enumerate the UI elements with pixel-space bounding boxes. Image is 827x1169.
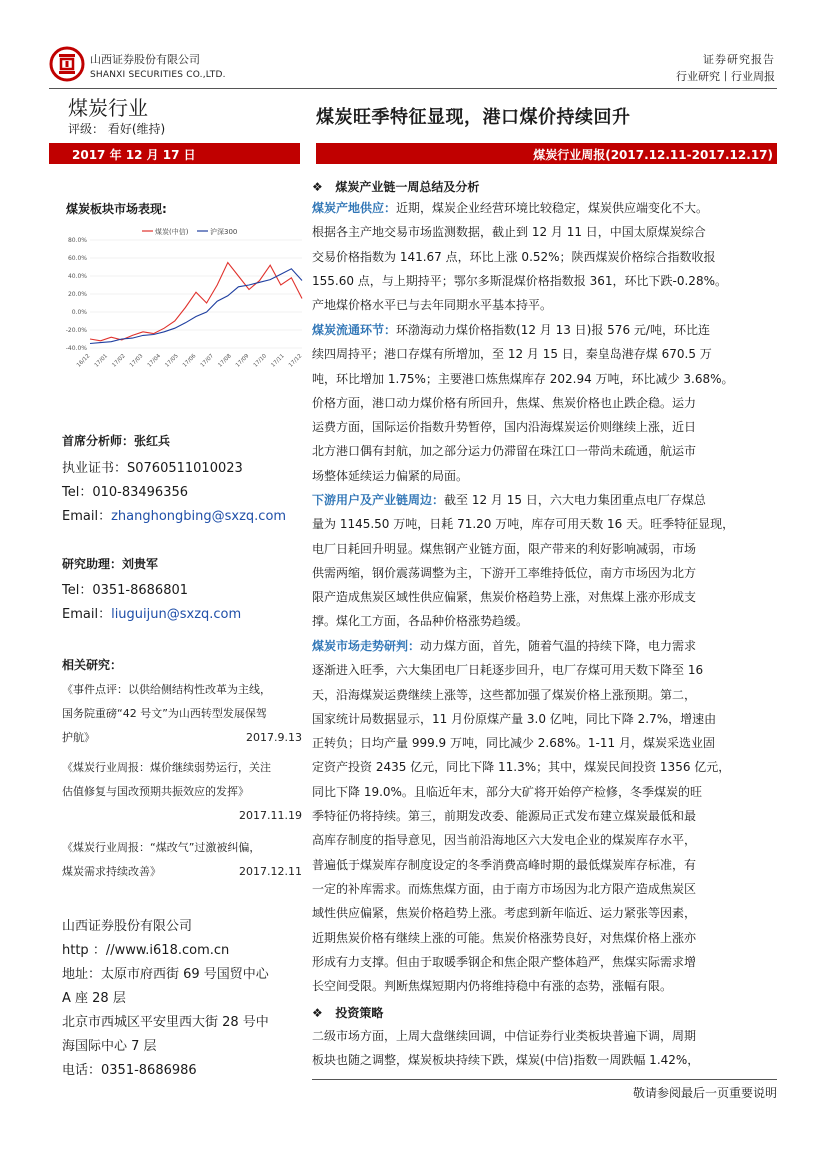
paragraph-strategy: 二级市场方面，上周大盘继续回调，中信证券行业类板块普遍下调，周期 板块也随之调整，煤炭板块持续下跌，煤炭(中信)指数一周跌幅 1.42%， bbox=[312, 1029, 700, 1068]
legend-label-coal: 煤炭(中信) bbox=[155, 228, 189, 236]
x-tick-label: 17/12 bbox=[287, 353, 304, 369]
logo-icon bbox=[49, 46, 85, 82]
y-tick-label: 60.0% bbox=[67, 255, 87, 262]
series-line-hs300 bbox=[90, 269, 302, 344]
assistant-email-label: Email： bbox=[62, 607, 112, 622]
assistant-email-link[interactable]: liuguijun@sxzq.com bbox=[111, 607, 242, 622]
x-tick-label: 17/08 bbox=[217, 353, 233, 369]
report-type: 证券研究报告 bbox=[703, 53, 775, 66]
rating: 评级： 看好(维持) bbox=[68, 122, 166, 136]
related-item[interactable]: 《煤炭行业周报：“煤改气”过激被纠偏， 煤炭需求持续改善》 2017.12.11 bbox=[62, 836, 302, 884]
analyst-email-row bbox=[62, 505, 286, 524]
y-tick-label: 40.0% bbox=[67, 273, 87, 280]
legend-label-hs300: 沪深300 bbox=[210, 228, 238, 236]
assistant-tel: Tel：0351-8686801 bbox=[62, 583, 189, 598]
contact-url[interactable]: http ：//www.i618.com.cn bbox=[62, 943, 230, 958]
date-bar bbox=[49, 143, 300, 164]
x-tick-label: 17/11 bbox=[270, 353, 286, 369]
header-divider bbox=[49, 88, 777, 89]
report-bar bbox=[316, 143, 777, 164]
y-tick-label: 0.0% bbox=[71, 309, 87, 316]
analyst-email-link[interactable]: zhanghongbing@sxzq.com bbox=[111, 509, 287, 524]
series-line-coal bbox=[90, 263, 302, 341]
section-heading: ❖ 煤炭产业链一周总结及分析 bbox=[312, 180, 480, 194]
analyst-tel: Tel：010-83496356 bbox=[62, 485, 189, 500]
analyst-cert: 执业证书：S0760511010023 bbox=[62, 461, 243, 476]
x-tick-label: 17/06 bbox=[181, 353, 198, 369]
x-tick-label: 17/07 bbox=[199, 353, 216, 369]
x-tick-label: 17/05 bbox=[164, 353, 180, 369]
paragraph-circulation: 煤炭流通环节：环渤海动力煤价格指数(12 月 13 日)报 576 元/吨，环比连 续四周持平；港口存煤有所增加，至 12 月 15 日，秦皇岛港存煤 670.5 万 吨，环比增加 1.75%；主要港口炼焦煤库存 202.94 万吨，环比减少 3.68%。 价格方面，港口动力煤价格有所回升，焦煤、焦炭价格也止跌企稳。运力 运费方面，国际运价指数升势暂停，国内沿海煤炭运价则继续上涨，近日 北方港口偶有封航，加之部分运力仍滞留在珠江口一带尚未疏通，航运市 场整体延续运力偏紧的局面。 bbox=[312, 323, 734, 483]
report-date: 2017 年 12 月 17 日 bbox=[72, 148, 196, 162]
analyst-label: 首席分析师：张红兵 bbox=[62, 434, 171, 448]
related-date: 2017.11.19 bbox=[239, 809, 302, 822]
bullet-icon: ❖ bbox=[312, 180, 323, 194]
industry-title: 煤炭行业 bbox=[68, 96, 148, 120]
x-tick-label: 17/10 bbox=[252, 353, 269, 369]
y-tick-label: -20.0% bbox=[65, 327, 87, 334]
assistant-email-row bbox=[62, 603, 241, 622]
related-date: 2017.9.13 bbox=[246, 731, 302, 744]
chart-title: 煤炭板块市场表现: bbox=[66, 202, 167, 216]
assistant-label: 研究助理：刘贵军 bbox=[62, 557, 159, 571]
company-name-cn: 山西证券股份有限公司 bbox=[90, 53, 200, 66]
x-tick-label: 16/12 bbox=[75, 353, 92, 369]
paragraph-supply: 煤炭产地供应：近期，煤炭企业经营环境比较稳定，煤炭供应端变化不大。 根据各主产地交易市场监测数据，截止到 12 月 11 日，中国太原煤炭综合 交易价格指数为 141.67 点，环比上涨 0.52%；陕西煤炭价格综合指数收报 155.60 点，与上期持平；鄂尔多斯混煤价格指数报 361，环比下跌-0.28%。 产地煤价格水平已与去年同期水平基本持平。 bbox=[312, 201, 727, 313]
analyst-email-label: Email： bbox=[62, 509, 112, 524]
market-chart bbox=[60, 220, 310, 375]
section-heading: ❖ 投资策略 bbox=[312, 1006, 384, 1020]
footer-note: 敬请参阅最后一页重要说明 bbox=[632, 1086, 777, 1100]
footer-divider bbox=[312, 1079, 777, 1080]
report-category: 行业研究丨行业周报 bbox=[676, 70, 775, 83]
contact-address: 地址：太原市府西街 69 号国贸中心 bbox=[62, 967, 269, 982]
y-tick-label: -40.0% bbox=[65, 345, 87, 352]
y-tick-label: 20.0% bbox=[67, 291, 87, 298]
x-tick-label: 17/03 bbox=[128, 353, 145, 369]
x-tick-label: 17/04 bbox=[146, 353, 163, 369]
x-tick-label: 17/02 bbox=[111, 353, 127, 369]
contact-address: 北京市西城区平安里西大街 28 号中 bbox=[62, 1015, 269, 1030]
related-date: 2017.12.11 bbox=[239, 865, 302, 878]
contact-tel: 电话：0351-8686986 bbox=[62, 1063, 197, 1078]
contact-company: 山西证券股份有限公司 bbox=[62, 919, 193, 934]
y-tick-label: 80.0% bbox=[67, 237, 87, 244]
related-title: 相关研究： bbox=[62, 658, 123, 672]
paragraph-downstream: 下游用户及产业链周边：截至 12 月 15 日，六大电力集团重点电厂存煤总 量为 1145.50 万吨，日耗 71.20 万吨，库存可用天数 16 天。旺季特征显现， 电厂日耗回升明显。煤焦钢产业链方面，限产带来的利好影响减弱，市场 供需两缩，钢价震荡调整为主，下游开工率维持低位，南方市场因为北方 限产造成焦炭区域性供应偏紧，焦炭价格趋势上涨，对焦煤上涨亦形成支 撑。煤化工方面，各品种价格涨势趋缓。 bbox=[312, 493, 735, 629]
x-tick-label: 17/09 bbox=[234, 353, 251, 369]
contact-address: 海国际中心 7 层 bbox=[62, 1039, 157, 1054]
related-item[interactable]: 《事件点评：以供给侧结构性改革为主线， 国务院重磅“42 号文”为山西转型发展保驾 护航》 2017.9.13 bbox=[62, 678, 302, 750]
company-logo bbox=[49, 46, 85, 82]
contact-address: A 座 28 层 bbox=[62, 991, 126, 1006]
company-name-en: SHANXI SECURITIES CO.,LTD. bbox=[90, 70, 226, 80]
bullet-icon: ❖ bbox=[312, 1006, 323, 1020]
page-title: 煤炭旺季特征显现，港口煤价持续回升 bbox=[316, 107, 631, 128]
x-tick-label: 17/01 bbox=[93, 353, 110, 369]
related-item[interactable]: 《煤炭行业周报：煤价继续弱势运行，关注 估值修复与国改预期共振效应的发挥》 2017.11.19 bbox=[62, 756, 302, 828]
paragraph-outlook: 煤炭市场走势研判：动力煤方面，首先，随着气温的持续下降，电力需求 逐渐进入旺季，六大集团电厂日耗逐步回升，电厂存煤可用天数下降至 16 天，沿海煤炭运费继续上涨等，这些都加强了煤炭价格上涨预期。第二， 国家统计局数据显示，11 月份原煤产量 3.0 亿吨，同比下降 2.7%，增速由 正转负；日均产量 999.9 万吨，同比减少 2.68%。1-11 月，煤炭采选业固 定资产投资 2435 亿元，同比下降 11.3%；其中，煤炭民间投资 1356 亿元， 同比下降 19.0%。且临近年末，部分大矿将开始停产检修，冬季煤炭的旺 季特征仍将持续。第三，前期发改委、能源局正式发布建立煤炭最低和最 高库存制度的指导意见，因当前沿海地区六大发电企业的煤炭库存水平， 普遍低于煤炭库存制度设定的冬季消费高峰时期的最低煤炭库存标准，有 一定的补库需求。而炼焦煤方面，由于南方市场因为北方限产造成焦炭区 域性供应偏紧，焦炭价格趋势上涨。考虑到新年临近、运力紧张等因素， 近期焦炭价格有继续上涨的可能。焦炭价格涨势良好，对焦煤价格上涨亦 形成有力支撑。但由于取暖季钢企和焦企限产整体趋严，焦煤实际需求增 长空间受限。判断焦煤短期内仍将维持稳中有涨的态势，涨幅有限。 bbox=[312, 639, 731, 994]
report-period: 煤炭行业周报(2017.12.11-2017.12.17) bbox=[533, 148, 773, 162]
